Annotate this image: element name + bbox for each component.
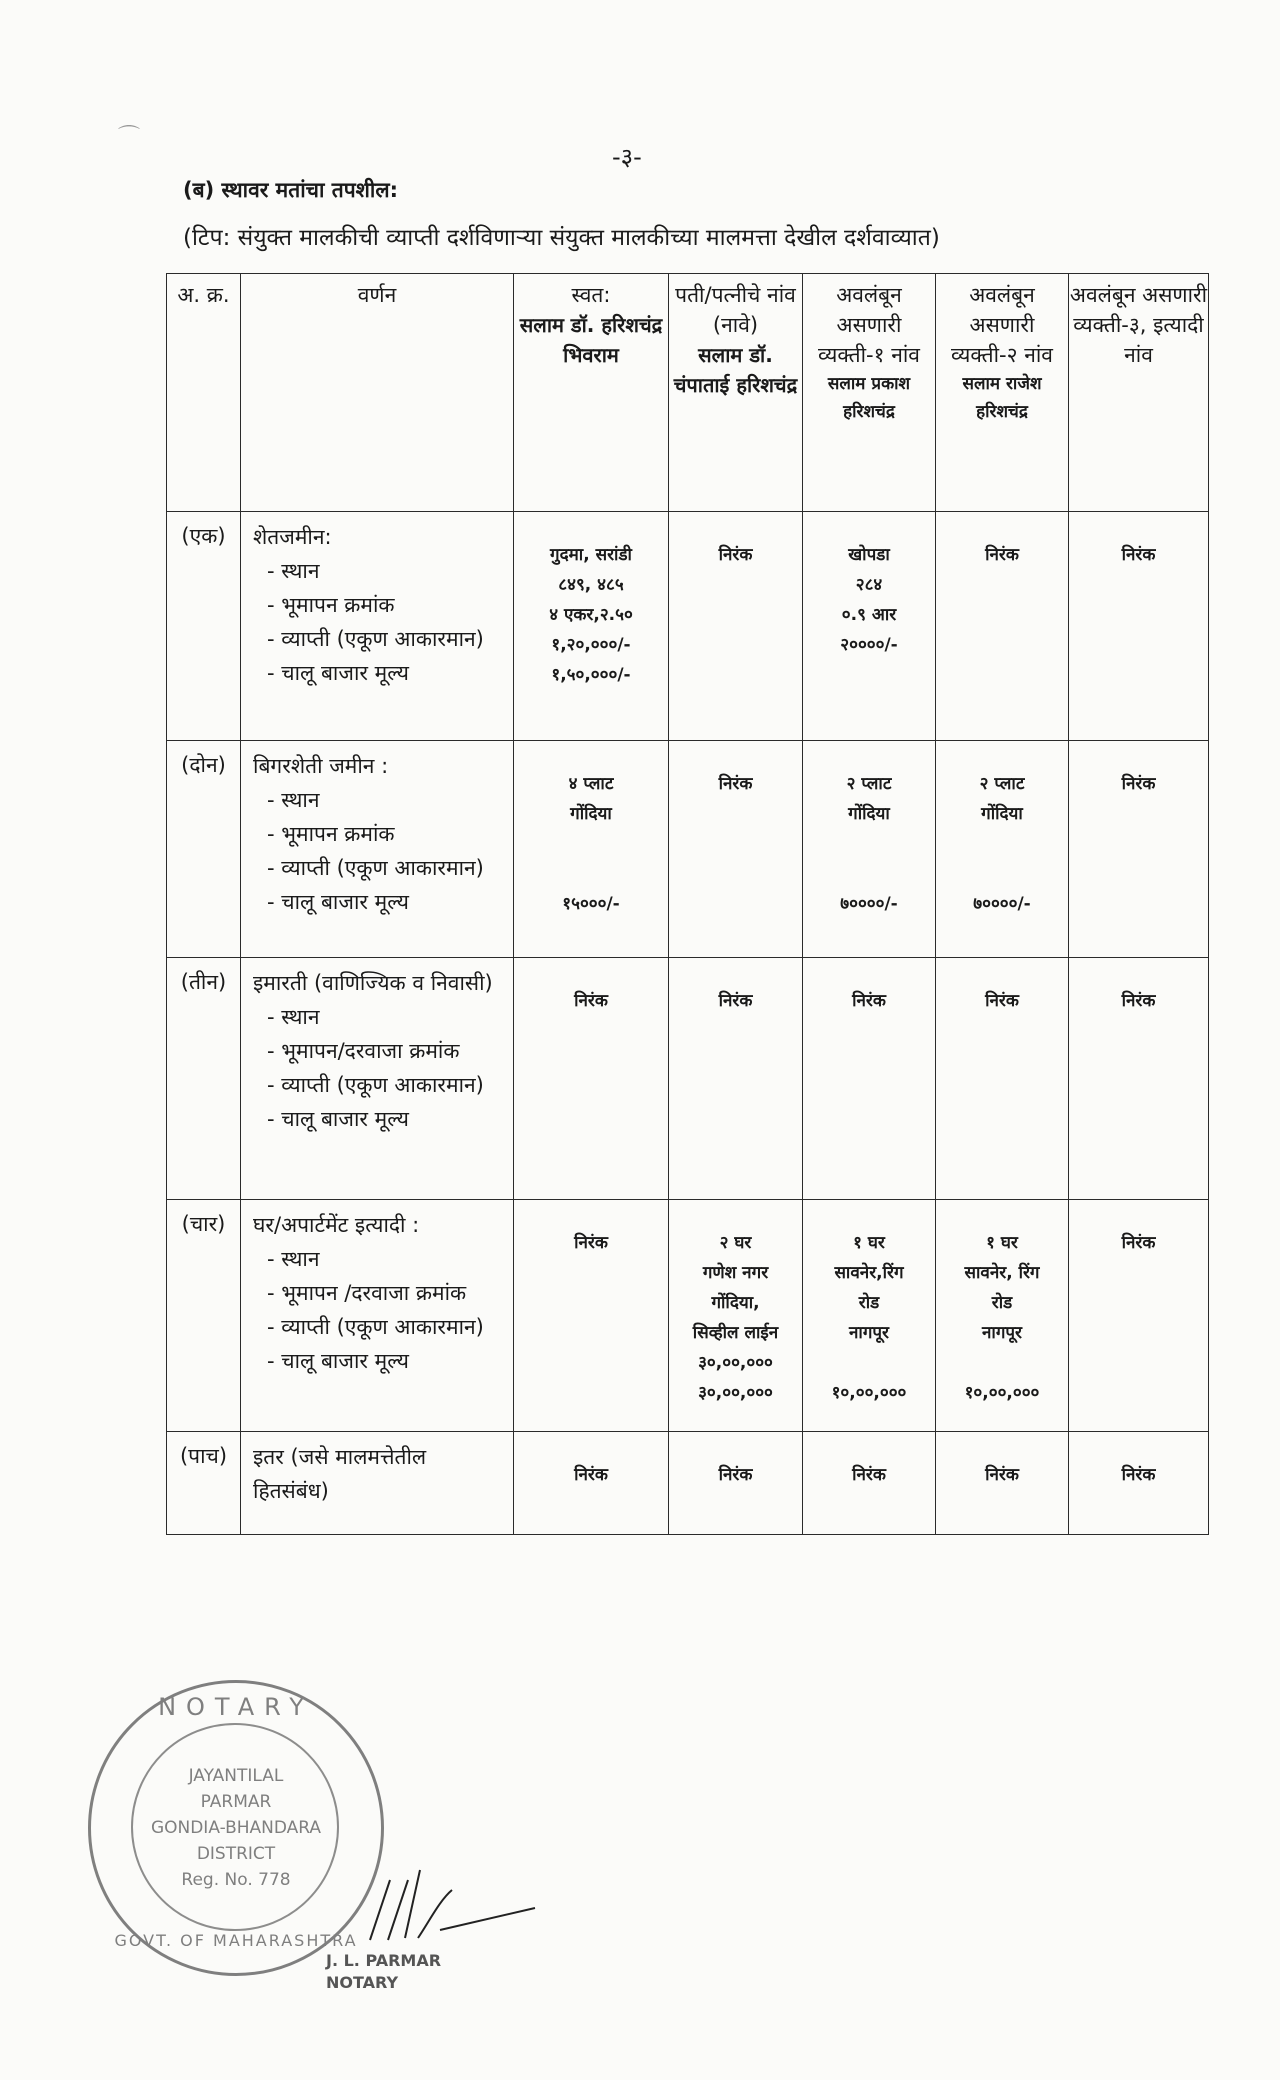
row-subitem: - चालू बाजार मूल्य: [267, 890, 409, 915]
stamp-line: PARMAR: [200, 1792, 272, 1812]
header-spouse-name: सलाम डॉ. चंपाताई हरिशचंद्र: [673, 343, 798, 397]
signature-block: [326, 1950, 441, 1994]
header-self-label: स्वत:: [571, 283, 611, 307]
stamp-bottom-text: GOVT. OF MAHARASHTRA: [114, 1931, 358, 1950]
row-subitem: - स्थान: [267, 788, 320, 813]
row-value-dep1: निरंक: [803, 958, 936, 1200]
row-value-dep2: निरंक: [936, 511, 1069, 740]
page-number: -३-: [612, 143, 642, 171]
row-subitem: - स्थान: [267, 1247, 320, 1272]
header-dependent-1: [803, 274, 936, 512]
header-dependent-1-label: अवलंबून असणारी व्यक्ती-१ नांव: [818, 283, 920, 367]
row-value-self: निरंक: [514, 1431, 669, 1534]
header-spouse: [669, 274, 803, 512]
row-title: शेतजमीन:: [253, 524, 332, 549]
table-row: [167, 741, 1209, 958]
table-row: [167, 511, 1209, 740]
row-value-self: ४ प्लाट गोंदिया १५०००/-: [514, 741, 669, 958]
row-title: इमारती (वाणिज्यिक व निवासी): [253, 971, 493, 996]
row-subitem: - भूमापन क्रमांक: [267, 822, 395, 847]
row-description: [241, 1431, 514, 1534]
header-dependent-1-name: सलाम प्रकाश हरिशचंद्र: [827, 374, 911, 422]
row-subitem: - स्थान: [267, 1005, 320, 1030]
row-subitem: - भूमापन /दरवाजा क्रमांक: [267, 1281, 467, 1306]
row-description: [241, 511, 514, 740]
row-subitem: - व्याप्ती (एकूण आकारमान): [267, 1073, 484, 1098]
stamp-line: GONDIA-BHANDARA: [150, 1818, 322, 1838]
row-value-self: निरंक: [514, 1200, 669, 1432]
row-value-dep3: निरंक: [1069, 958, 1209, 1200]
row-subitem: - भूमापन/दरवाजा क्रमांक: [267, 1039, 460, 1064]
row-value-spouse: निरंक: [669, 958, 803, 1200]
header-dependent-2-name: सलाम राजेश हरिशचंद्र: [962, 374, 1042, 422]
row-subitem: - चालू बाजार मूल्य: [267, 1107, 409, 1132]
row-value-dep2: निरंक: [936, 1431, 1069, 1534]
row-sr: (एक): [167, 511, 241, 740]
row-value-self: गुदमा, सरांडी ८४९, ४८५ ४ एकर,२.५० १,२०,०००/- १,५०,०००/-: [514, 511, 669, 740]
stamp-line: DISTRICT: [196, 1844, 276, 1864]
header-dependent-2-label: अवलंबून असणारी व्यक्ती-२ नांव: [951, 283, 1053, 367]
immovable-assets-table: [166, 273, 1209, 1535]
row-value-dep2: २ प्लाट गोंदिया ७००००/-: [936, 741, 1069, 958]
stamp-line: JAYANTILAL: [188, 1766, 284, 1786]
row-value-dep3: निरंक: [1069, 1431, 1209, 1534]
row-sr: (पाच): [167, 1431, 241, 1534]
row-sr: (दोन): [167, 741, 241, 958]
header-sr: अ. क्र.: [167, 274, 241, 512]
row-value-spouse: २ घर गणेश नगर गोंदिया, सिव्हील लाईन ३०,००,००० ३०,००,०००: [669, 1200, 803, 1432]
row-description: [241, 741, 514, 958]
margin-mark: ⌒: [118, 125, 141, 150]
row-subitem: - व्याप्ती (एकूण आकारमान): [267, 856, 484, 881]
header-spouse-label: पती/पत्नीचे नांव (नावे): [675, 283, 796, 337]
table-row: [167, 1431, 1209, 1534]
row-description: [241, 958, 514, 1200]
row-sr: (चार): [167, 1200, 241, 1432]
stamp-top-text: NOTARY: [158, 1693, 314, 1721]
row-description: [241, 1200, 514, 1432]
table-row: [167, 958, 1209, 1200]
row-subitem: - भूमापन क्रमांक: [267, 592, 395, 617]
section-note: (टिप: संयुक्त मालकीची व्याप्ती दर्शविणाऱ्या संयुक्त मालकीच्या मालमत्ता देखील दर्शवाव्यात): [183, 225, 940, 251]
header-dependent-2: [936, 274, 1069, 512]
notary-stamp: [88, 1680, 384, 1976]
header-self-name: सलाम डॉ. हरिशचंद्र भिवराम: [519, 313, 663, 367]
row-value-dep1: १ घर सावनेर,रिंग रोड नागपूर १०,००,०००: [803, 1200, 936, 1432]
row-subitem: - व्याप्ती (एकूण आकारमान): [267, 626, 484, 651]
row-title: बिगरशेती जमीन :: [253, 754, 389, 779]
table-header-row: [167, 274, 1209, 512]
row-value-dep2: निरंक: [936, 958, 1069, 1200]
row-value-dep3: निरंक: [1069, 511, 1209, 740]
signature-name: J. L. PARMAR: [326, 1951, 442, 1970]
row-sr: (तीन): [167, 958, 241, 1200]
handwritten-signature: [360, 1860, 540, 1950]
row-value-dep1: २ प्लाट गोंदिया ७००००/-: [803, 741, 936, 958]
row-value-spouse: निरंक: [669, 511, 803, 740]
row-value-self: निरंक: [514, 958, 669, 1200]
row-value-dep3: निरंक: [1069, 741, 1209, 958]
row-subitem: - व्याप्ती (एकूण आकारमान): [267, 1315, 484, 1340]
row-value-dep1: निरंक: [803, 1431, 936, 1534]
row-value-dep3: निरंक: [1069, 1200, 1209, 1432]
row-subitem: - स्थान: [267, 558, 320, 583]
header-self: [514, 274, 669, 512]
row-value-dep2: १ घर सावनेर, रिंग रोड नागपूर १०,००,०००: [936, 1200, 1069, 1432]
stamp-line: Reg. No. 778: [181, 1870, 291, 1890]
header-dependent-3: अवलंबून असणारी व्यक्ती-३, इत्यादी नांव: [1069, 274, 1209, 512]
stamp-lines: [141, 1763, 331, 1893]
row-value-spouse: निरंक: [669, 741, 803, 958]
section-heading: (ब) स्थावर मतांचा तपशील:: [183, 178, 398, 202]
header-description: वर्णन: [241, 274, 514, 512]
row-value-dep1: खोपडा २८४ ०.९ आर २००००/-: [803, 511, 936, 740]
row-subitem: - चालू बाजार मूल्य: [267, 660, 409, 685]
table-row: [167, 1200, 1209, 1432]
row-subitem: - चालू बाजार मूल्य: [267, 1349, 409, 1374]
row-title: इतर (जसे मालमत्तेतील हितसंबंध): [253, 1444, 427, 1503]
signature-title: NOTARY: [326, 1973, 399, 1992]
row-value-spouse: निरंक: [669, 1431, 803, 1534]
row-title: घर/अपार्टमेंट इत्यादी :: [253, 1213, 420, 1238]
